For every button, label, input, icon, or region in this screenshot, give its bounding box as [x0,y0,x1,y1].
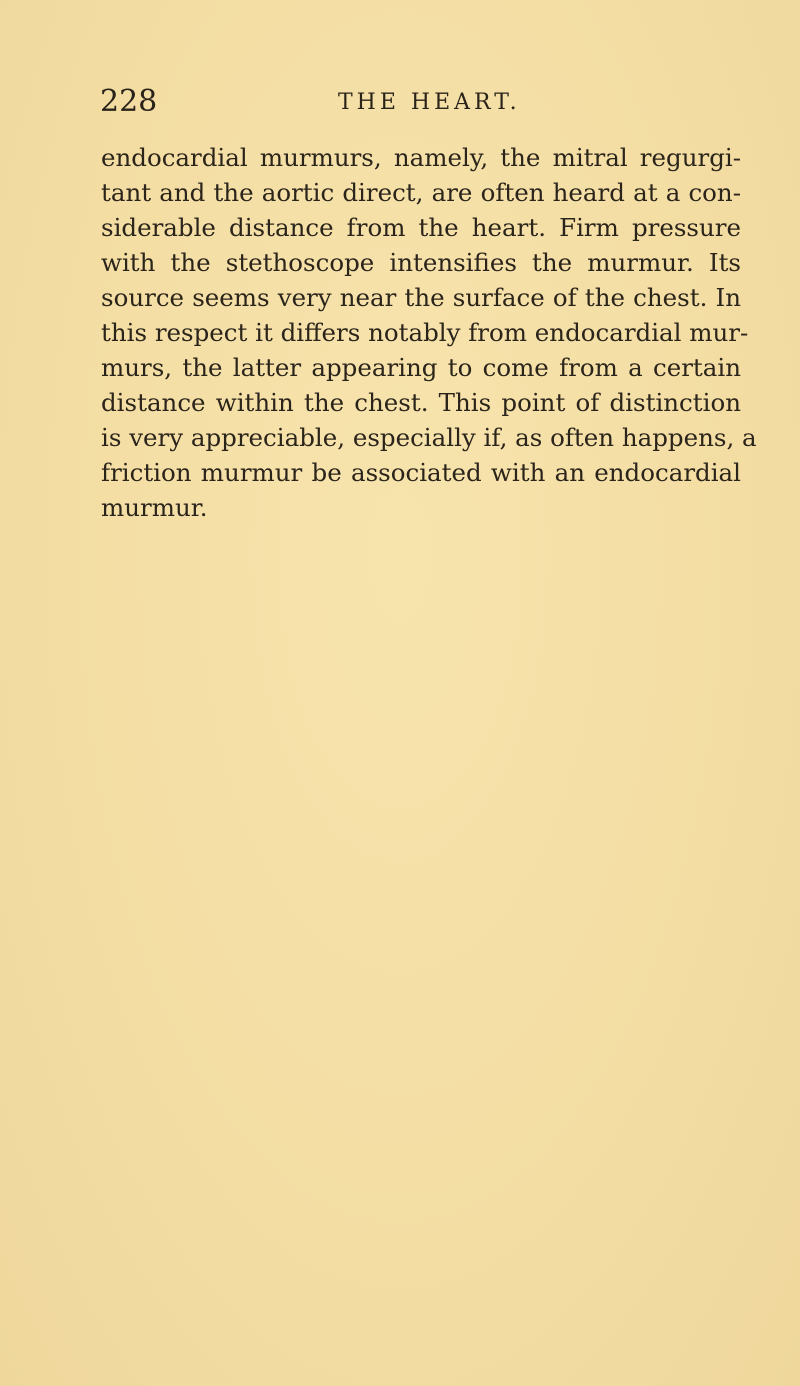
text-line: murs, the latter appearing to come from a certain [101,353,741,382]
text-line: murmur. [101,493,208,522]
text-line: distance within the chest. This point of distinction [101,388,741,417]
text-line: siderable distance from the heart. Firm pressure [101,213,741,242]
body-paragraph [101,140,757,525]
text-line: source seems very near the surface of the chest. In [101,283,741,312]
page-number: 228 [100,84,158,119]
text-line: endocardial murmurs, namely, the mitral regurgi- [101,143,741,172]
text-line: is very appreciable, especially if, as often happens, a [101,423,757,452]
text-line: friction murmur be associated with an endocardial [101,458,741,487]
text-line: tant and the aortic direct, are often heard at a con- [101,178,741,207]
page-header [100,80,720,120]
text-line: this respect it differs notably from endocardial mur- [101,318,749,347]
running-head: THE HEART. [338,90,521,115]
text-line: with the stethoscope intensifies the murmur. Its [101,248,741,277]
